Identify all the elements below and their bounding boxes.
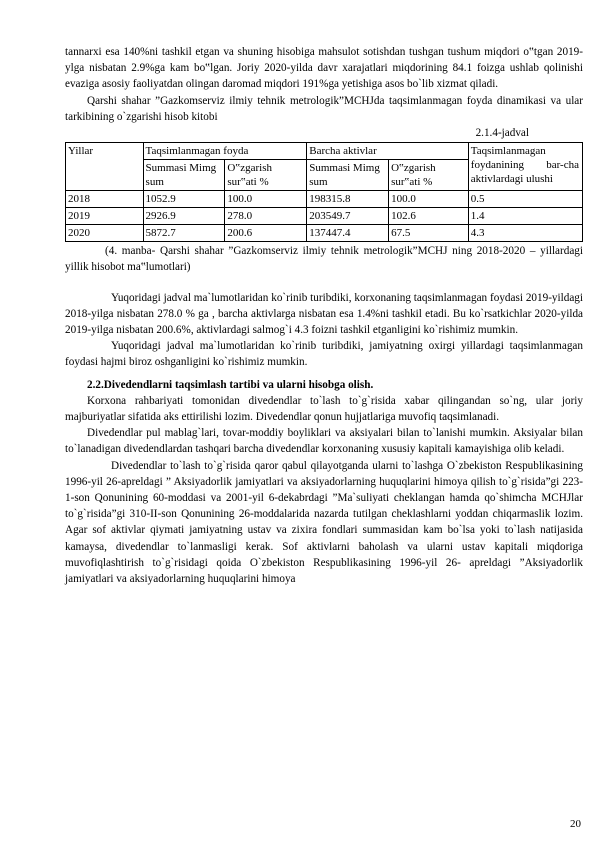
header-all-assets: Barcha aktivlar: [307, 143, 469, 160]
header-sum-assets: Summasi Mimg sum: [307, 160, 389, 191]
section-heading: 2.2.Divedendlarni taqsimlash tartibi va ularni hisobga olish.: [87, 378, 374, 391]
cell-profit-change: 100.0: [225, 191, 307, 208]
cell-share: 0.5: [468, 191, 582, 208]
cell-share: 4.3: [468, 225, 582, 242]
profit-table: [65, 142, 583, 242]
paragraph-analysis-1: Yuqoridagi jadval ma`lumotlaridan ko`rinib turibdiki, korxonaning taqsimlanmagan foydasi 2019-yildagi 2018-yilga nisbatan 278.0 % ga , barcha aktivlarga nisbatan esa 1.4%ni tashkil etadi. Bu ko`rsatkichlar 2020-yilda 2019-yilga nisbatan 200.6%, aktivlardagi salmog`i 4.3 foizni tashkil etganligini ko`rishimiz mumkin.: [65, 291, 583, 337]
paragraph-dividends-3: Divedendlar to`lash to`g`risida qaror qabul qilayotganda ularni to`lashga O`zbekiston Respublikasining 1996-yil 26-apreldagi ” Aksiyadorlik jamiyatlari va aksiyadorlarning huquqlarini himoya qilish to`g`risida”gi 223-1-son Qonunining 60-moddasi va 2001-yil 6-dekabrdagi ”Ma`suliyati cheklangan hamda qo`shimcha MCHJlar to`g`risida”gi 310-II-son Qonunining 26-moddalarida nazarda tutilgan cheklashlarni yoddan chiqarmaslik lozim. Agar sof aktivlar qiymati jamiyatning ustav va zixira fondlari summasidan kam bo`lsa yoki to`lash natijasida kamaysa, divedendlar to`lanmasligi kerak. Sof aktivlarni baholash va ularni ustav kapitali miqdoriga muvofiqlashtirish to`g`risidagi qoida O`zbekiston Respublikasining 1996-yil 26- apreldagi ”Aksiyadorlik jamiyatlari va aksiyadorlarning huquqlarini himoya: [65, 459, 583, 586]
cell-profit: 2926.9: [143, 208, 225, 225]
cell-share: 1.4: [468, 208, 582, 225]
header-undistributed-profit: Taqsimlanmagan foyda: [143, 143, 307, 160]
cell-year: 2019: [66, 208, 144, 225]
header-years: Yillar: [66, 143, 144, 191]
table-label: 2.1.4-jadval: [475, 127, 529, 140]
paragraph-analysis-2: Yuqoridagi jadval ma`lumotlaridan ko`rinib turibdiki, jamiyatning oxirgi yillardagi taqsimlanmagan foydasi hajmi biroz oshganligini ko`rishimiz mumkin.: [65, 340, 583, 369]
cell-assets-change: 67.5: [389, 225, 469, 242]
paragraph-intro: tannarxi esa 140%ni tashkil etgan va shuning hisobiga mahsulot sotishdan tushgan tushum miqdori o‟tgan 2019-ylga nisbatan 2.9%ga kam bo‟lgan. Joriy 2020-yilda davr xarajatlari miqdorining 84.1 foizga ushlab qolinishi evaziga asosiy faoliyatdan olingan daromad miqdori 191%ga yetishiga asos bo`lib xizmat qiladi.: [65, 46, 583, 91]
cell-profit-change: 278.0: [225, 208, 307, 225]
cell-year: 2018: [66, 191, 144, 208]
table-row: [66, 225, 583, 242]
table-row: [66, 208, 583, 225]
header-share: Taqsimlanmagan foydanining bar-cha aktivlardagi ulushi: [468, 143, 582, 191]
cell-assets-change: 100.0: [389, 191, 469, 208]
cell-year: 2020: [66, 225, 144, 242]
cell-profit: 1052.9: [143, 191, 225, 208]
paragraph-dividends-1: Korxona rahbariyati tomonidan divedendlar to`lash to`g`risida xabar qilingandan so`ng, ular joriy majburiyatlar sifatida aks ettirilishi lozim. Divedendlar qonun hujjatlariga muvofiq taqsimlanadi.: [65, 394, 583, 424]
document-page: [65, 44, 583, 587]
table-caption: Qarshi shahar ”Gazkomserviz ilmiy tehnik metrologik”MCHJda taqsimlanmagan foyda dinamikasi va ular tarkibining o`zgarishi hisob kitobi: [65, 94, 583, 123]
header-sum-profit: Summasi Mimg sum: [143, 160, 225, 191]
header-change-profit: O‟zgarish sur‟ati %: [225, 160, 307, 191]
cell-profit: 5872.7: [143, 225, 225, 242]
table-row: [66, 191, 583, 208]
header-change-assets: O‟zgarish sur‟ati %: [389, 160, 469, 191]
cell-assets-change: 102.6: [389, 208, 469, 225]
cell-assets: 198315.8: [307, 191, 389, 208]
table-source: (4. manba- Qarshi shahar ”Gazkomserviz ilmiy tehnik metrologik”MCHJ ning 2018-2020 – yillardagi yillik hisobot ma‟lumotlari): [65, 245, 583, 274]
cell-assets: 137447.4: [307, 225, 389, 242]
paragraph-dividends-2: Divedendlar pul mablag`lari, tovar-moddiy boyliklari va aksiyalari bilan to`lanishi mumkin. Aksiyalar bilan to`lanadigan divedendlardan tashqari barcha divedendlar korxonaning xususiy kapitali kamayishiga olib keladi.: [65, 427, 583, 456]
page-number: 20: [570, 818, 581, 830]
cell-profit-change: 200.6: [225, 225, 307, 242]
cell-assets: 203549.7: [307, 208, 389, 225]
